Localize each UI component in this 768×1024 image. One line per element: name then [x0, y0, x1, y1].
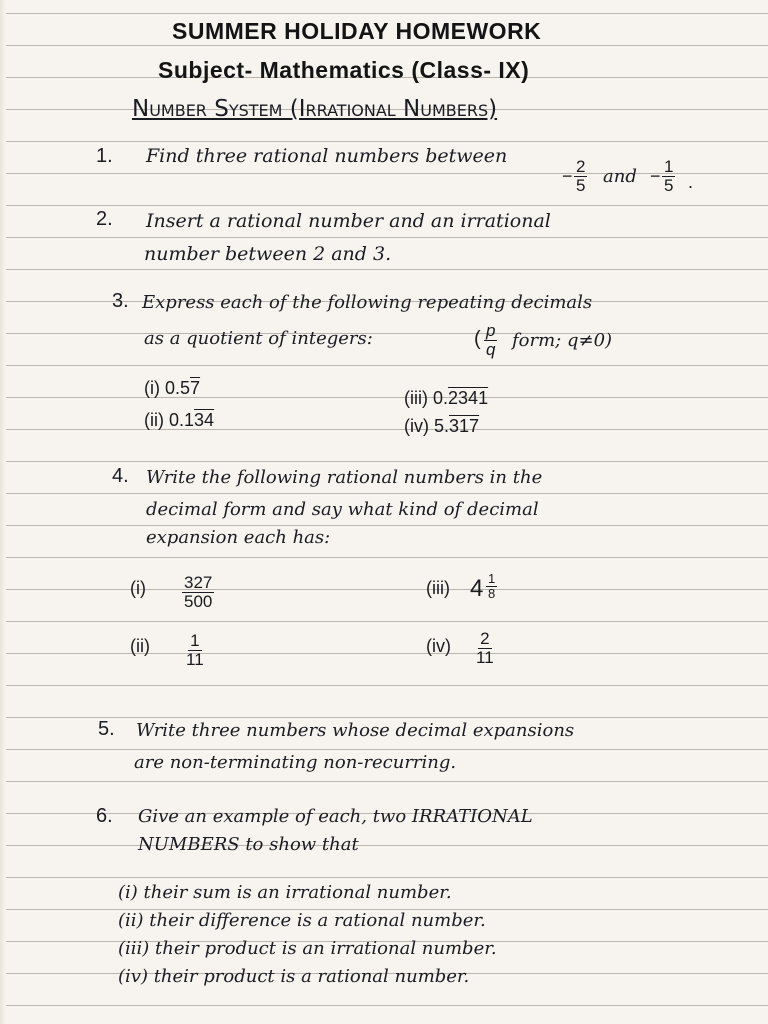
- question-2-number: 2.: [96, 208, 113, 230]
- q4-part-iv-fraction: [474, 630, 496, 667]
- question-3-line-1: Express each of the following repeating decimals: [142, 292, 593, 313]
- q6-part-iii: (iii) their product is an irrational number.: [118, 938, 497, 959]
- q3-part-i-label: (i): [144, 378, 160, 398]
- q4-part-i-den: 500: [184, 592, 213, 611]
- q3-part-iv-whole: 5.: [434, 416, 450, 436]
- question-2-line-1: Insert a rational number and an irrational: [146, 210, 551, 232]
- q3-part-iii: [404, 388, 488, 409]
- topic-heading: Number System (Irrational Numbers): [132, 96, 498, 122]
- q3-pq-den: q: [486, 340, 496, 359]
- q1-frac1-num: 2: [576, 157, 586, 176]
- question-4-line-3: expansion each has:: [146, 527, 331, 548]
- question-3-line-2: as a quotient of integers:: [144, 328, 373, 349]
- q4-part-ii-label: (ii): [130, 636, 150, 656]
- q4-part-iii-fraction: [486, 572, 497, 601]
- q3-part-ii: [144, 410, 214, 431]
- question-2-line-2: number between 2 and 3.: [144, 243, 392, 265]
- question-1-number: 1.: [96, 145, 113, 167]
- question-1-text: Find three rational numbers between: [146, 145, 508, 167]
- q4-part-i-num: 327: [184, 573, 213, 592]
- q1-frac2-den: 5: [664, 176, 674, 195]
- subject-line: Subject- Mathematics (Class- IX): [158, 57, 530, 83]
- q1-fraction-2: [662, 158, 675, 195]
- q3-pq-fraction: [484, 322, 497, 359]
- q1-frac2-sign: −: [650, 166, 661, 186]
- q3-pq-num: p: [486, 321, 496, 340]
- q4-part-iii-label: (iii): [426, 578, 450, 598]
- question-5-line-2: are non-terminating non-recurring.: [134, 752, 457, 773]
- q4-part-iv-num: 2: [480, 629, 490, 648]
- q1-frac2-num: 1: [664, 157, 674, 176]
- q3-part-i: [144, 378, 200, 399]
- q4-part-iv-label: (iv): [426, 636, 451, 656]
- q3-line-2-tail: form; q≠0): [512, 330, 613, 351]
- q4-part-ii-num: 1: [190, 631, 200, 650]
- question-6-number: 6.: [96, 805, 113, 827]
- q3-open-paren: (: [474, 328, 481, 350]
- q3-part-ii-whole: 0.1: [169, 410, 195, 430]
- q6-part-i: (i) their sum is an irrational number.: [118, 882, 452, 903]
- q3-part-iv-rep: 317: [449, 416, 480, 436]
- q3-part-iii-whole: 0.: [433, 388, 449, 408]
- q1-end: .: [688, 172, 694, 192]
- question-4-number: 4.: [112, 465, 129, 487]
- q4-part-ii-fraction: [184, 632, 206, 669]
- q4-part-i-fraction: [182, 574, 214, 611]
- q4-part-iii-whole: 4: [470, 575, 484, 602]
- q4-part-ii-den: 11: [186, 650, 204, 669]
- q1-fraction-1: [574, 158, 587, 195]
- q3-part-i-whole: 0.5: [165, 378, 191, 398]
- question-5-line-1: Write three numbers whose decimal expansions: [136, 720, 575, 741]
- q3-part-ii-rep: 34: [194, 410, 215, 430]
- q3-part-i-rep: 7: [190, 378, 201, 398]
- question-5-number: 5.: [98, 718, 115, 740]
- q4-part-iii-num: 1: [488, 571, 496, 586]
- q3-part-iii-rep: 2341: [448, 388, 489, 408]
- q3-part-ii-label: (ii): [144, 410, 164, 430]
- question-6-line-1: Give an example of each, two IRRATIONAL: [138, 806, 533, 827]
- q3-part-iv: [404, 416, 479, 437]
- q4-part-iv-den: 11: [476, 648, 494, 667]
- q6-part-ii: (ii) their difference is a rational number.: [118, 910, 486, 931]
- q1-frac1-sign: −: [562, 166, 573, 186]
- q3-part-iv-label: (iv): [404, 416, 429, 436]
- page-title: SUMMER HOLIDAY HOMEWORK: [172, 18, 542, 44]
- question-6-line-2: NUMBERS to show that: [138, 834, 359, 855]
- q1-frac1-den: 5: [576, 176, 586, 195]
- page-margin: [0, 0, 6, 1024]
- question-4-line-2: decimal form and say what kind of decimal: [146, 499, 539, 520]
- q1-and: and: [603, 166, 637, 187]
- question-3-number: 3.: [112, 290, 129, 312]
- question-4-line-1: Write the following rational numbers in the: [146, 467, 543, 488]
- q4-part-i-label: (i): [130, 578, 146, 598]
- q3-part-iii-label: (iii): [404, 388, 428, 408]
- q4-part-iii-den: 8: [488, 586, 496, 601]
- q6-part-iv: (iv) their product is a rational number.: [118, 966, 470, 987]
